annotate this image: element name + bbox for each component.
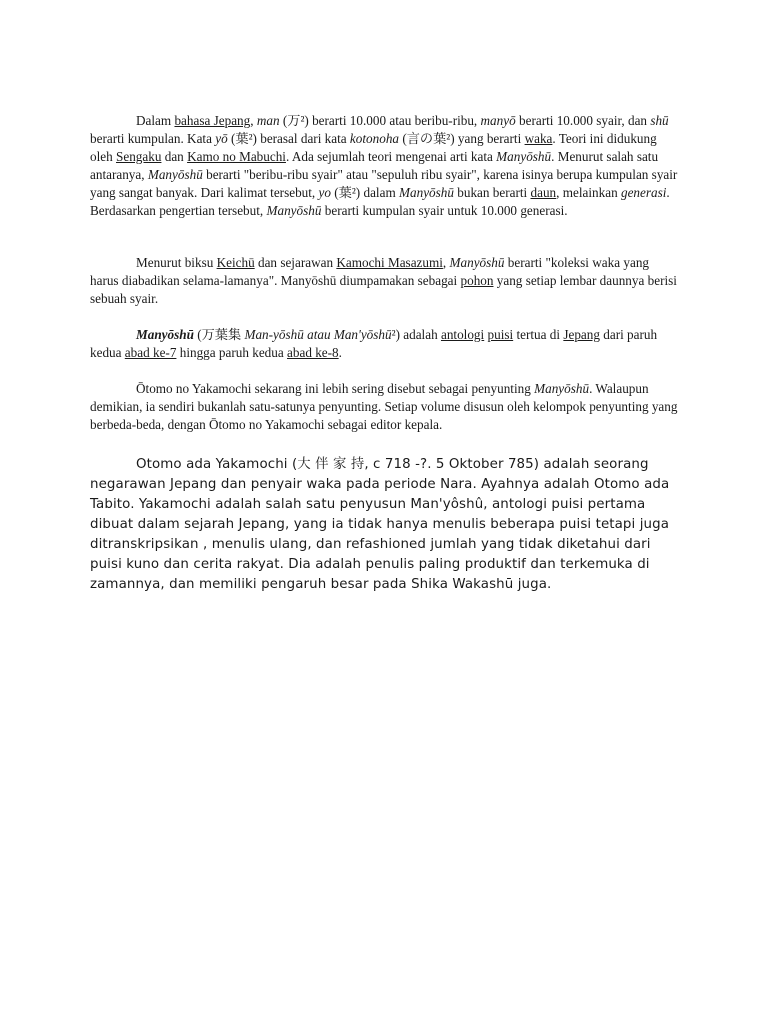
paragraph-yakamochi: Otomo ada Yakamochi (大 伴 家 持, c 718 -?. 5 Oktober 785) adalah seorang negarawan Jepang dan penyair waka pada periode Nara. Ayahnya adalah Otomo ada Tabito. Yakamochi adalah salah satu penyusun Man'yôshû, antologi puisi pertama dibuat dalam sejarah Jepang, yang ia tidak hanya menulis beberapa puisi tetapi juga ditranskripsikan , menulis ulang, dan refashioned jumlah yang tidak diketahui dari puisi kuno dan cerita rakyat. Dia adalah penulis paling produktif dan terkemuka di zamannya, dan memiliki pengaruh besar pada Shika Wakashū juga. xyxy=(90,457,670,592)
link-abad-ke-7[interactable]: abad ke-7 xyxy=(124,345,177,360)
term: generasi xyxy=(620,185,667,200)
term: man xyxy=(256,113,280,128)
text: . Menurut salah satu antaranya, xyxy=(90,149,659,182)
link-keichu[interactable]: Keichū xyxy=(216,255,255,270)
text: . xyxy=(338,345,342,360)
text: Ōtomo no Yakamochi sekarang ini lebih sering disebut sebagai penyunting xyxy=(136,381,535,396)
link-abad-ke-8[interactable]: abad ke-8 xyxy=(287,345,339,360)
text: , xyxy=(442,255,450,270)
term: Manyōshū xyxy=(449,255,505,270)
text: . Teori ini didukung oleh xyxy=(90,131,657,164)
term-bold: Manyōshū xyxy=(136,327,194,342)
text: Menurut biksu xyxy=(136,255,217,270)
text: berarti kumpulan. Kata xyxy=(90,131,216,146)
paragraph-definition xyxy=(90,326,680,362)
link-waka[interactable]: waka xyxy=(524,131,553,146)
paragraph-keichu xyxy=(90,254,680,308)
link-antologi[interactable]: antologi xyxy=(440,327,485,342)
text: , melainkan xyxy=(556,185,621,200)
term: Manyōshū xyxy=(147,167,203,182)
term: Manyōshū xyxy=(496,149,552,164)
text: berarti 10.000 syair, dan xyxy=(515,113,651,128)
link-pohon[interactable]: pohon xyxy=(460,273,494,288)
term: yō xyxy=(215,131,228,146)
text: dan sejarawan xyxy=(254,255,337,270)
text: berarti "beribu-ribu syair" atau "sepuluh ribu syair", karena isinya berupa kumpulan syair yang sangat banyak. Dari kalimat tersebut, xyxy=(90,167,678,200)
text: berarti kumpulan syair untuk 10.000 generasi. xyxy=(321,203,568,218)
text: dari paruh kedua xyxy=(90,327,658,360)
text: ²) adalah xyxy=(391,327,441,342)
text: (葉²) berasal dari kata xyxy=(227,131,350,146)
term: Manyōshū xyxy=(399,185,454,200)
paragraph-etymology xyxy=(90,112,680,220)
text: . Berdasarkan pengertian tersebut, xyxy=(90,185,670,218)
text: tertua di xyxy=(513,327,564,342)
text: hingga paruh kedua xyxy=(176,345,288,360)
text: (言の葉²) yang berarti xyxy=(399,131,525,146)
text: yang setiap lembar daunnya berisi sebuah syair. xyxy=(90,273,677,306)
link-jepang[interactable]: Jepang xyxy=(563,327,600,342)
term: shū xyxy=(650,113,669,128)
text: (万²) berarti 10.000 atau beribu-ribu, xyxy=(279,113,481,128)
text: , xyxy=(250,113,257,128)
term: Man-yōshū atau Man'yōshū xyxy=(244,327,392,342)
text: (葉²) dalam xyxy=(330,185,400,200)
link-bahasa-jepang[interactable]: bahasa Jepang xyxy=(174,113,251,128)
text: Dalam xyxy=(136,113,175,128)
term: yo xyxy=(318,185,331,200)
link-sengaku[interactable]: Sengaku xyxy=(116,149,162,164)
text: . Walaupun demikian, ia sendiri bukanlah satu-satunya penyunting. Setiap volume disusun oleh kelompok penyunting yang berbeda-beda, dengan Ōtomo no Yakamochi sebagai editor kepala. xyxy=(90,381,678,432)
link-puisi[interactable]: puisi xyxy=(487,327,514,342)
paragraph-editor xyxy=(90,380,680,434)
text: bukan berarti xyxy=(453,185,531,200)
text: (万葉集 xyxy=(193,327,245,342)
term: manyō xyxy=(480,113,516,128)
link-kamo-no-mabuchi[interactable]: Kamo no Mabuchi xyxy=(187,149,286,164)
term: Manyōshū xyxy=(534,381,590,396)
text: berarti "koleksi waka yang harus diabadikan selama-lamanya". Manyōshū diumpamakan sebagai xyxy=(90,255,650,288)
text: . Ada sejumlah teori mengenai arti kata xyxy=(285,149,497,164)
link-kamochi-masazumi[interactable]: Kamochi Masazumi xyxy=(336,255,443,270)
link-daun[interactable]: daun xyxy=(530,185,557,200)
term: kotonoha xyxy=(349,131,400,146)
term: Manyōshū xyxy=(266,203,322,218)
text: dan xyxy=(161,149,188,164)
